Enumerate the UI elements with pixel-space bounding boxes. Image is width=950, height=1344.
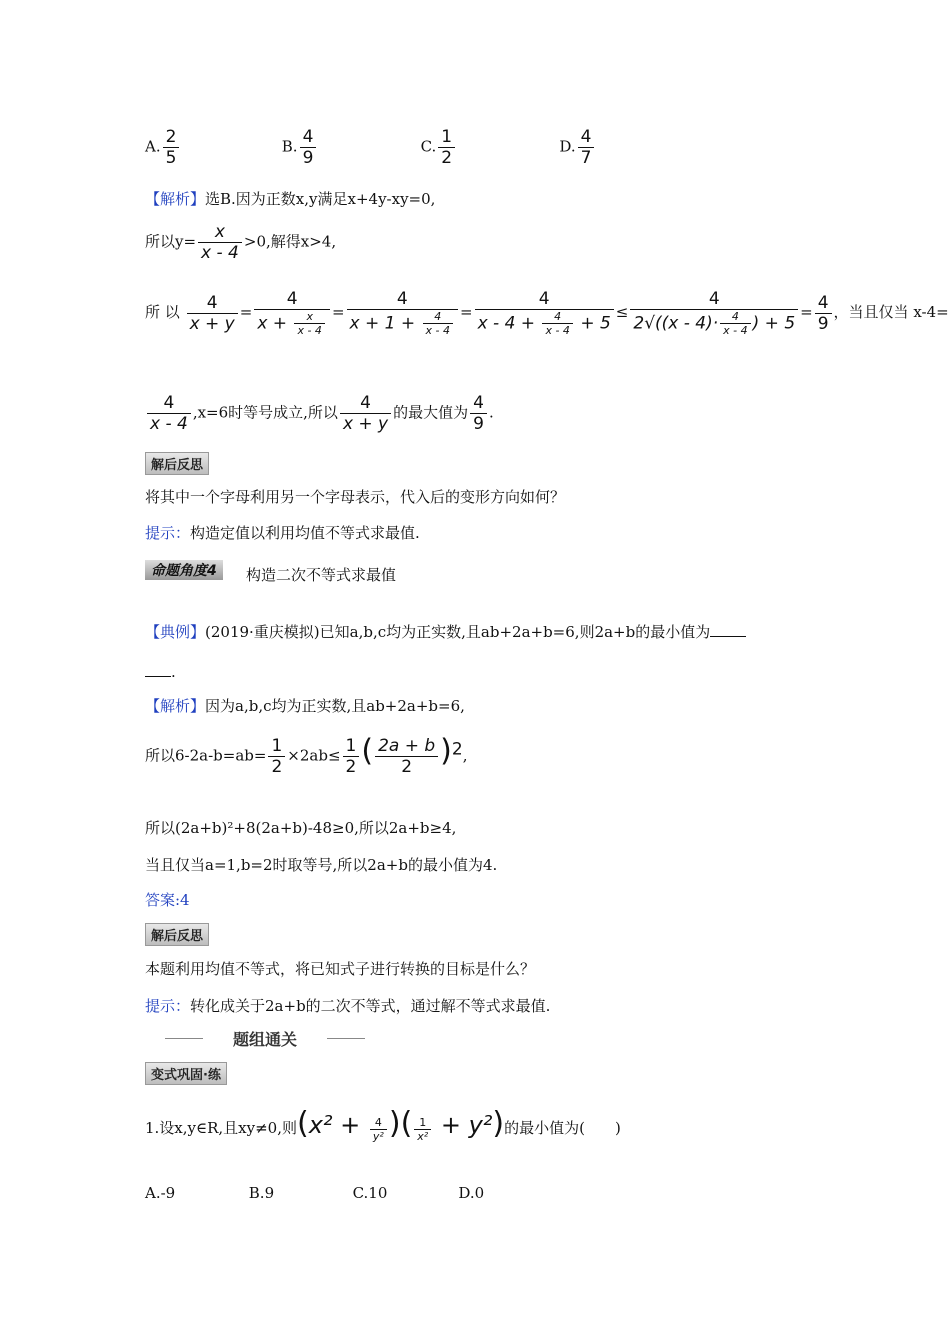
reflect2-question: 本题利用均值不等式，将已知式子进行转换的目标是什么？ <box>145 960 536 978</box>
q1-option-b: B.9 <box>248 1184 275 1202</box>
reflect-badge: 解后反思 <box>145 452 209 475</box>
reflect1-hint: 提示：构造定值以利用均值不等式求最值. <box>145 524 420 542</box>
sol2-line2: 所以6-2a-b=ab= $\frac{1}{2}$ ×2ab≤ $\frac{1}{2}$ ( $\frac{2a + b}{2}$ )$^2$, <box>145 733 468 777</box>
q1-option-c: C.10 <box>352 1184 388 1202</box>
q1-option-d: D.0 <box>458 1184 485 1202</box>
example-line: 【典例】(2019·重庆模拟)已知a,b,c均为正实数,且ab+2a+b=6,则2a+b的最小值为 <box>145 620 746 643</box>
sol1-tag: 【解析】 <box>145 190 206 208</box>
q0-option-a: A. $\frac{2}{5}$ <box>145 127 277 168</box>
sol2-line1: 【解析】因为a,b,c均为正实数,且ab+2a+b=6, <box>145 697 465 715</box>
q1-option-a: A.-9 <box>145 1184 176 1202</box>
q1-options <box>145 1182 484 1204</box>
q1-line: 1.设x,y∈R,且xy≠0,则(x² + $\frac{4}{\text{y²}}$ )( $\frac{1}{\text{x²}}$ + y²)的最小值为( ) <box>145 1106 621 1143</box>
sol2-line3: 所以(2a+b)²+8(2a+b)-48≥0,所以2a+b≥4, <box>145 819 457 837</box>
reflect1-question: 将其中一个字母利用另一个字母表示，代入后的变形方向如何？ <box>145 488 566 506</box>
sol1-line2: 所以y= $\frac{x}{x - 4}$ >0,解得x>4, <box>145 222 337 263</box>
sol1-line1: 【解析】选B.因为正数x,y满足x+4y-xy=0, <box>145 190 436 208</box>
q0-option-d: D. $\frac{4}{7}$ <box>559 127 596 168</box>
sol2-answer: 答案:4 <box>145 891 190 909</box>
reflect2-hint: 提示：转化成关于2a+b的二次不等式，通过解不等式求最值. <box>145 997 551 1015</box>
group-title: 题组通关 <box>165 1027 365 1050</box>
example-end: . <box>145 660 176 683</box>
q0-option-c: C. $\frac{1}{2}$ <box>421 127 555 168</box>
angle-title: 构造二次不等式求最值 <box>246 566 397 584</box>
q0-option-b: B. $\frac{4}{9}$ <box>282 127 416 168</box>
sol1-line3: 所 以 $\frac{4}{x + y}$ = 4 x + $\frac{x}{x - 4}$ = 4 x + 1 + $\frac{4}{x - 4}$ = 4 x - 4 + $\frac{4}{x - 4}$ + 5 ≤ 4 2√((x - 4)· $\frac{4}{x - 4}$ ) + 5 = $\frac{4}{9}$ ，当且仅当 x-4= <box>145 289 949 337</box>
angle-badge: 命题角度4 <box>145 560 223 580</box>
sol2-line4: 当且仅当a=1,b=2时取等号,所以2a+b的最小值为4. <box>145 856 498 874</box>
sol1-line4: $\frac{4}{x - 4}$ ,x=6时等号成立,所以 $\frac{4}{x + y}$ 的最大值为 $\frac{4}{9}$ . <box>145 393 494 434</box>
practice-badge: 变式巩固·练 <box>145 1062 227 1085</box>
reflect-badge: 解后反思 <box>145 923 209 946</box>
q0-options <box>145 127 596 168</box>
